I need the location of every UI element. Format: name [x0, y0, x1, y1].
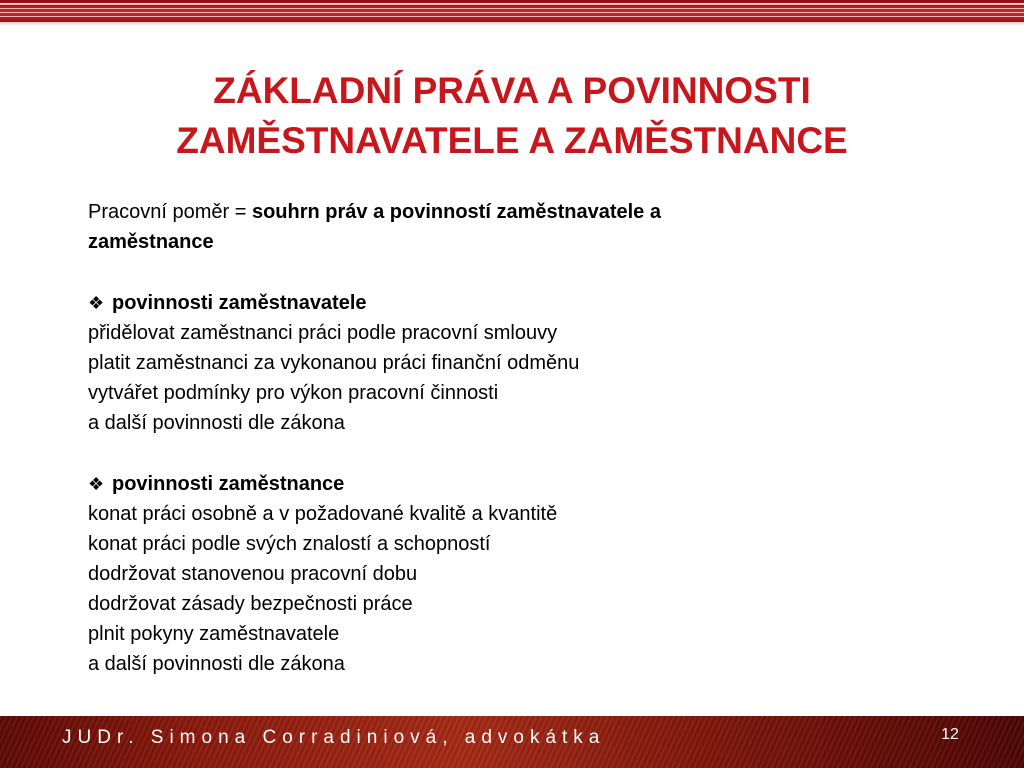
top-band-shadow	[0, 22, 1024, 26]
employer-item: přidělovat zaměstnanci práci podle pracovní smlouvy	[88, 322, 558, 344]
employee-item: dodržovat zásady bezpečnosti práce	[88, 593, 413, 615]
employee-item: konat práci osobně a v požadované kvalitě a kvantitě	[88, 503, 558, 525]
employee-item: plnit pokyny zaměstnavatele	[88, 623, 340, 645]
spacer	[88, 438, 908, 469]
slide-title	[0, 66, 1024, 166]
employer-item: platit zaměstnanci za vykonanou práci finanční odměnu	[88, 352, 580, 374]
slide-title-line-2: ZAMĚSTNAVATELE A ZAMĚSTNANCE	[176, 120, 848, 161]
employer-heading-text: povinnosti zaměstnavatele	[112, 292, 367, 314]
intro-prefix: Pracovní poměr =	[88, 201, 252, 223]
slide-title-line-1: ZÁKLADNÍ PRÁVA A POVINNOSTI	[213, 70, 811, 111]
employee-heading-text: povinnosti zaměstnance	[112, 473, 345, 495]
footer-band	[0, 716, 1024, 768]
diamond-bullet-icon: ❖	[88, 474, 105, 494]
spacer	[88, 257, 908, 288]
employee-item: dodržovat stanovenou pracovní dobu	[88, 563, 418, 585]
intro-bold-2: zaměstnance	[88, 231, 214, 253]
slide-body	[88, 197, 908, 679]
intro-bold-1: souhrn práv a povinností zaměstnavatele a	[251, 201, 661, 223]
employer-heading	[88, 288, 908, 318]
page-number: 12	[941, 726, 959, 743]
intro-line	[88, 197, 908, 227]
footer-author: JUDr. Simona Corradiniová, advokátka	[62, 727, 606, 748]
employer-item: vytvářet podmínky pro výkon pracovní činnosti	[88, 382, 499, 404]
employer-item: a další povinnosti dle zákona	[88, 412, 345, 434]
top-decorative-band	[0, 0, 1024, 22]
employee-item: a další povinnosti dle zákona	[88, 653, 345, 675]
diamond-bullet-icon: ❖	[88, 293, 105, 313]
employee-item: konat práci podle svých znalostí a schopností	[88, 533, 491, 555]
employee-heading	[88, 469, 908, 499]
